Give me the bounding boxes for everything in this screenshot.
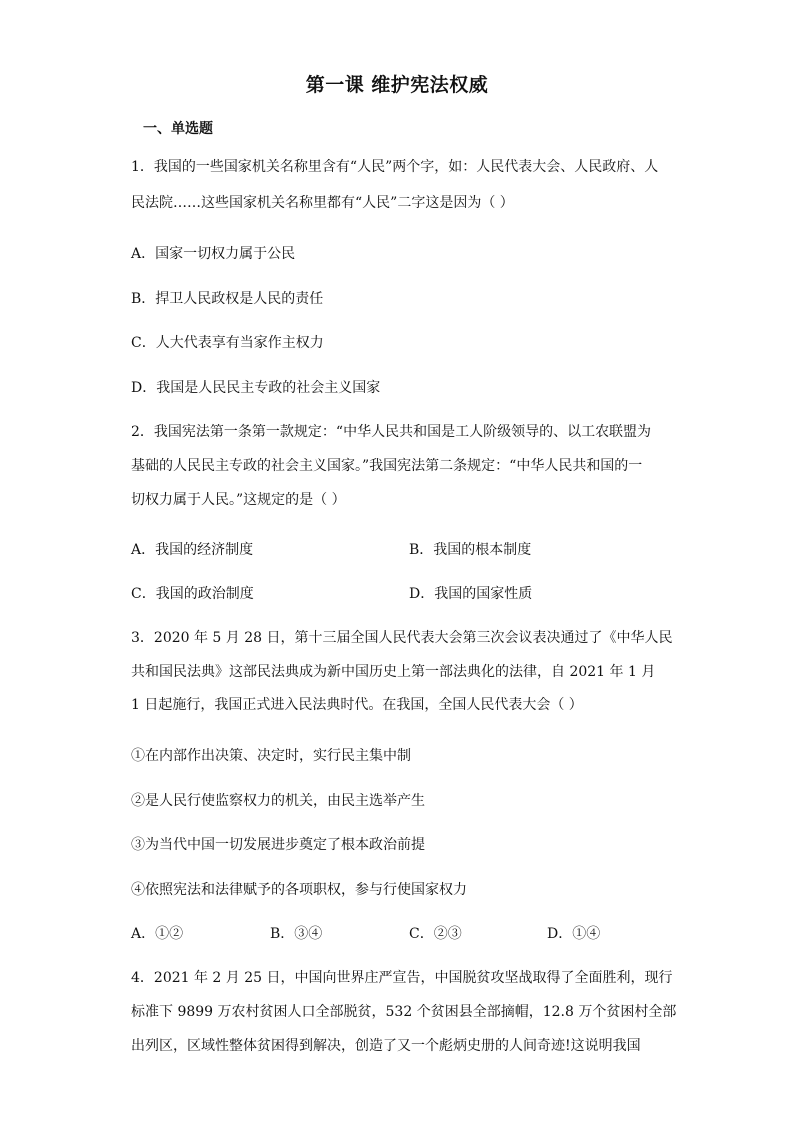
q1-stem-line1: 1．我国的一些国家机关名称里含有“人民”两个字，如：人民代表大会、人民政府、人 [131,159,659,175]
q2-option-b: B．我国的根本制度 [409,542,532,558]
q1-option-d: D．我国是人民民主专政的社会主义国家 [131,380,381,396]
q3-option-b: B．③④ [270,926,323,942]
q4-stem-line1: 4．2021 年 2 月 25 日，中国向世界庄严宣告，中国脱贫攻坚战取得了全面胜利，现行 [131,970,673,986]
section-heading: 一、单选题 [143,121,213,137]
q1-option-b: B．捍卫人民政权是人民的责任 [131,291,324,307]
q2-stem-line3: 切权力属于人民。”这规定的是（ ） [131,492,346,508]
q3-statement-2: ②是人民行使监察权力的机关，由民主选举产生 [131,793,425,809]
q2-stem-line2: 基础的人民民主专政的社会主义国家。”我国宪法第二条规定：“中华人民共和国的一 [131,458,643,474]
q1-option-a: A．国家一切权力属于公民 [131,246,296,262]
q1-stem-line2: 民法院……这些国家机关名称里都有“人民”二字这是因为（ ） [131,195,514,211]
q3-stem-line3: 1 日起施行，我国正式进入民法典时代。在我国，全国人民代表大会（ ） [131,697,583,713]
q2-stem-line1: 2．我国宪法第一条第一款规定：“中华人民共和国是工人阶级领导的、以工农联盟为 [131,424,652,440]
q3-statement-1: ①在内部作出决策、决定时，实行民主集中制 [131,748,411,764]
q3-stem-line2: 共和国民法典》这部民法典成为新中国历史上第一部法典化的法律，自 2021 年 1 月 [131,664,656,680]
q3-option-d: D．①④ [547,926,601,942]
document-title: 第一课 维护宪法权威 [305,74,489,96]
q3-statement-3: ③为当代中国一切发展进步奠定了根本政治前提 [131,837,425,853]
q1-option-c: C．人大代表享有当家作主权力 [131,335,324,351]
q3-stem-line1: 3．2020 年 5 月 28 日，第十三届全国人民代表大会第三次会议表决通过了《中华人民 [131,630,673,646]
q3-statement-4: ④依照宪法和法律赋予的各项职权，参与行使国家权力 [131,882,467,898]
q3-option-a: A．①② [131,926,184,942]
q3-option-c: C．②③ [409,926,462,942]
q2-option-c: C．我国的政治制度 [131,586,254,602]
q4-stem-line3: 出列区，区域性整体贫困得到解决，创造了又一个彪炳史册的人间奇迹!这说明我国 [131,1038,641,1054]
q2-option-d: D．我国的国家性质 [409,586,533,602]
q4-stem-line2: 标准下 9899 万农村贫困人口全部脱贫，532 个贫困县全部摘帽，12.8 万个贫困村全部 [131,1004,677,1020]
q2-option-a: A．我国的经济制度 [131,542,254,558]
